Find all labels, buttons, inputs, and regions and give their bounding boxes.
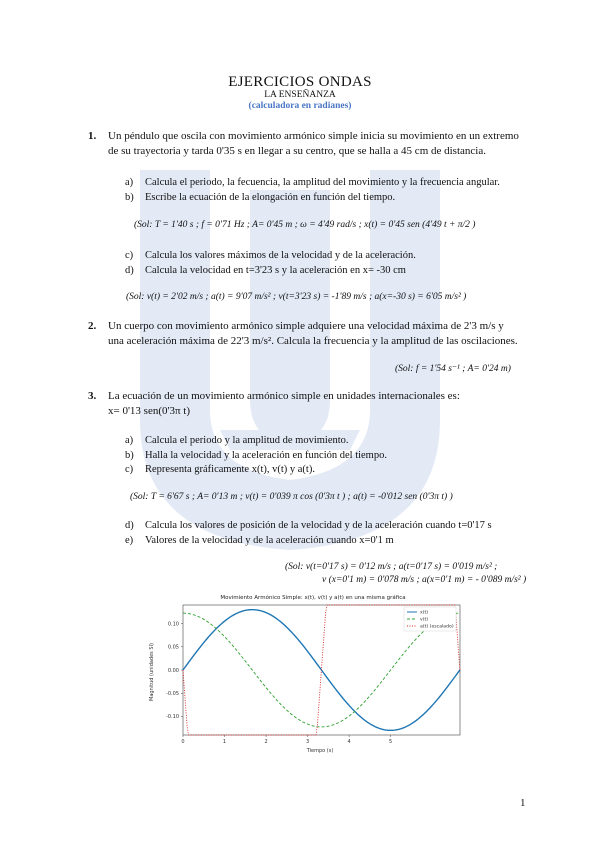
chart-x-axis-label: Tiempo (s): [306, 748, 334, 754]
y-tick-label: 0.10: [167, 621, 179, 628]
document-title: EJERCICIOS ONDAS: [228, 74, 372, 90]
chart-title: Movimiento Armónico Simple: x(t), v(t) y a(t) en una misma gráfica: [220, 595, 406, 601]
exercise-1-item-c-text: Calcula los valores máximos de la velocidad y de la aceleración.: [145, 250, 416, 261]
exercise-1-solution-cd: (Sol: v(t) = 2'02 m/s ; a(t) = 9'07 m/s² ; v(t=3'23 s) = -1'89 m/s ; a(x=-30 s) = 6'05 m/s² ): [126, 292, 467, 302]
page-number: 1: [520, 797, 526, 809]
exercise-3-item-c-label: c): [125, 464, 134, 475]
exercise-3-number: 3.: [88, 390, 97, 402]
exercise-3-line-1: La ecuación de un movimiento armónico simple en unidades internacionales es:: [108, 390, 460, 402]
exercise-3-item-d-text: Calcula los valores de posición de la velocidad y de la aceleración cuando t=0'17 s: [145, 520, 492, 531]
exercise-3-item-a-label: a): [125, 435, 134, 446]
x-tick-label: 3: [305, 739, 310, 745]
exercise-1-number: 1.: [88, 130, 97, 142]
exercise-2-solution: (Sol: f = 1'54 s⁻¹ ; A= 0'24 m): [395, 364, 511, 374]
exercise-2-line-2: una aceleración máxima de 22'3 m/s². Calcula la frecuencia y la amplitud de las oscilaciones.: [108, 335, 518, 347]
x-tick-label: 4: [347, 739, 351, 745]
exercise-3-equation: x= 0'13 sen(0'3π t): [108, 405, 191, 417]
x-tick-label: 0: [181, 739, 185, 745]
exercise-1-item-a-text: Calcula el periodo, la fecuencia, la amplitud del movimiento y la frecuencia angular.: [145, 177, 500, 188]
exercise-1-item-a-label: a): [125, 177, 134, 188]
mas-chart: [145, 590, 465, 755]
y-tick-label: 0.05: [167, 644, 179, 651]
exercise-1-item-d-label: d): [125, 265, 134, 276]
document-subtitle: LA ENSEÑANZA: [264, 90, 336, 100]
exercise-1-line-1: Un péndulo que oscila con movimiento armónico simple inicia su movimiento en un extremo: [108, 130, 519, 142]
x-tick-label: 5: [389, 739, 393, 745]
exercise-1-item-d-text: Calcula la velocidad en t=3'23 s y la aceleración en x= -30 cm: [145, 265, 406, 276]
exercise-3-solution-de-line-2: v (x=0'1 m) = 0'078 m/s ; a(x=0'1 m) = - 0'089 m/s² ): [322, 575, 527, 585]
exercise-1-item-b-text: Escribe la ecuación de la elongación en función del tiempo.: [145, 192, 396, 203]
exercise-1-line-2: de su trayectoria y tarda 0'35 s en llegar a su centro, que se halla a 45 cm de distancia.: [108, 145, 486, 157]
exercise-3-item-e-label: e): [125, 535, 134, 546]
exercise-3-solution-de-line-1: (Sol: v(t=0'17 s) = 0'12 m/s ; a(t=0'17 s) = 0'019 m/s² ;: [285, 562, 498, 572]
calculator-note: (calculadora en radianes): [248, 101, 352, 111]
exercise-3-item-d-label: d): [125, 520, 134, 531]
exercise-3-item-c-text: Representa gráficamente x(t), v(t) y a(t).: [145, 464, 315, 475]
exercise-2-number: 2.: [88, 320, 97, 332]
legend-label: x(t): [420, 610, 429, 616]
x-tick-label: 2: [264, 739, 268, 745]
chart-y-axis-label: Magnitud (unidades SI): [149, 643, 155, 701]
exercise-1-item-c-label: c): [125, 250, 134, 261]
x-tick-label: 1: [222, 739, 227, 745]
exercise-3-item-b-label: b): [125, 450, 134, 461]
exercise-3-solution-abc: (Sol: T = 6'67 s ; A= 0'13 m ; v(t) = 0'039 π cos (0'3π t ) ; a(t) = -0'012 sen (0'3π t) ): [130, 492, 453, 502]
exercise-2-line-1: Un cuerpo con movimiento armónico simple adquiere una velocidad máxima de 2'3 m/s y: [108, 320, 504, 332]
exercise-1-solution-ab: (Sol: T = 1'40 s ; f = 0'71 Hz ; A= 0'45 m ; ω = 4'49 rad/s ; x(t) = 0'45 sen (4'49 t + π/2 ): [134, 220, 476, 230]
exercise-3-item-b-text: Halla la velocidad y la aceleración en función del tiempo.: [145, 450, 387, 461]
y-tick-label: 0.00: [167, 667, 179, 674]
exercise-3-item-e-text: Valores de la velocidad y de la aceleración cuando x=0'1 m: [145, 535, 394, 546]
exercise-1-item-b-label: b): [125, 192, 134, 203]
y-tick-label: -0.10: [166, 714, 179, 721]
legend-label: a(t) (escalado): [420, 624, 454, 630]
exercise-3-item-a-text: Calcula el periodo y la amplitud de movimiento.: [145, 435, 349, 446]
y-tick-label: -0.05: [166, 691, 179, 698]
legend-label: v(t): [420, 617, 429, 623]
